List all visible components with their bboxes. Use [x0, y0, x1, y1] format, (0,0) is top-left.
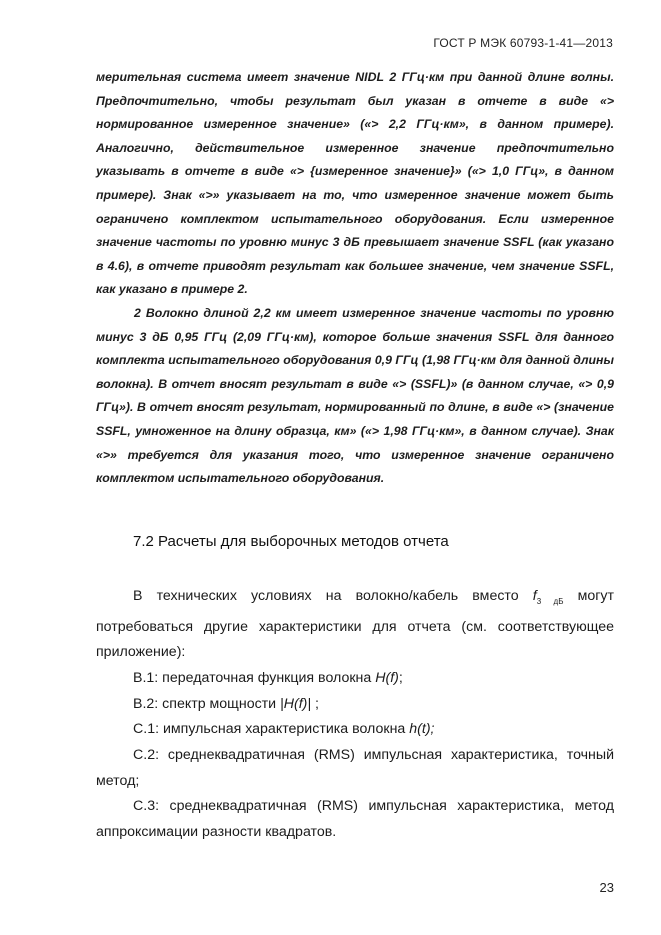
note-block	[96, 66, 614, 491]
intro-symbol: f	[532, 588, 537, 604]
section-title: 7.2 Расчеты для выборочных методов отчета	[133, 533, 449, 550]
list-item-suffix: ;	[398, 669, 403, 686]
list-item-suffix: ;	[311, 695, 319, 712]
list-item-text: C.3: среднеквадратичная (RMS) импульсная характеристика, метод аппроксимации разности квадратов.	[96, 798, 614, 841]
list-item	[96, 794, 614, 845]
list-item	[96, 717, 614, 743]
list-item-math: |H(f)|	[280, 695, 312, 712]
note-paragraph-1: мерительная система имеет значение NIDL 2 ГГц·км при данной длине волны. Предпочтительно, чтобы результат был указан в отчете в виде «> нормированное измеренное значение» («> 2,2 ГГц·км», в данном примере). Аналогично, действительное измеренное значение предпочтительно указывать в отчете в виде «> {измеренное значение}» («> 1,0 ГГц», в данном примере). Знак «>» указывает на то, что измеренное значение может быть ограничено комплектом испытательного оборудования. Если измеренное значение частоты по уровню минус 3 дБ превышает значение SSFL (как указано в 4.6), в отчете приводят результат как большее значение, чем значение SSFL, как указано в примере 2.	[96, 70, 614, 297]
list-item	[96, 692, 614, 718]
list-item-text: B.2: спектр мощности	[133, 695, 281, 712]
intro-text-pre: В технических условиях на волокно/кабель вместо	[133, 588, 533, 604]
list-item-text: C.1: импульсная характеристика волокна	[133, 721, 410, 738]
list-item-text: B.1: передаточная функция волокна	[133, 669, 376, 686]
list-item	[96, 743, 614, 794]
document-header: ГОСТ Р МЭК 60793-1-41—2013	[433, 36, 613, 50]
list-item-math: h(t);	[409, 721, 435, 738]
intro-subscript: 3 дБ	[536, 596, 564, 606]
list-item-math: H(f)	[375, 669, 399, 686]
page-number: 23	[599, 880, 614, 895]
list-item-text: C.2: среднеквадратичная (RMS) импульсная характеристика, точный метод;	[96, 747, 614, 789]
intro-paragraph	[96, 584, 614, 666]
note-paragraph-2: 2 Волокно длиной 2,2 км имеет измеренное значение частоты по уровню минус 3 дБ 0,95 ГГц (2,09 ГГц·км), которое больше значения SSFL для данного комплекта испытательного оборудования 0,9 ГГц (1,98 ГГц·км для данной длины волокна). В отчет вносят результат в виде «> (SSFL)» (в данном случае, «> 0,9 ГГц»). В отчет вносят результат, нормированный по длине, в виде «> (значение SSFL, умноженное на длину образца, км» («> 1,98 ГГц·км», в данном случае). Знак «>» требуется для указания того, что измеренное значение ограничено комплектом испытательного оборудования.	[96, 305, 614, 486]
body-text	[96, 584, 614, 846]
intro-text-post: могут потребоваться другие характеристики для отчета (см. соответствующее приложение):	[96, 588, 615, 661]
list-item	[96, 666, 614, 692]
